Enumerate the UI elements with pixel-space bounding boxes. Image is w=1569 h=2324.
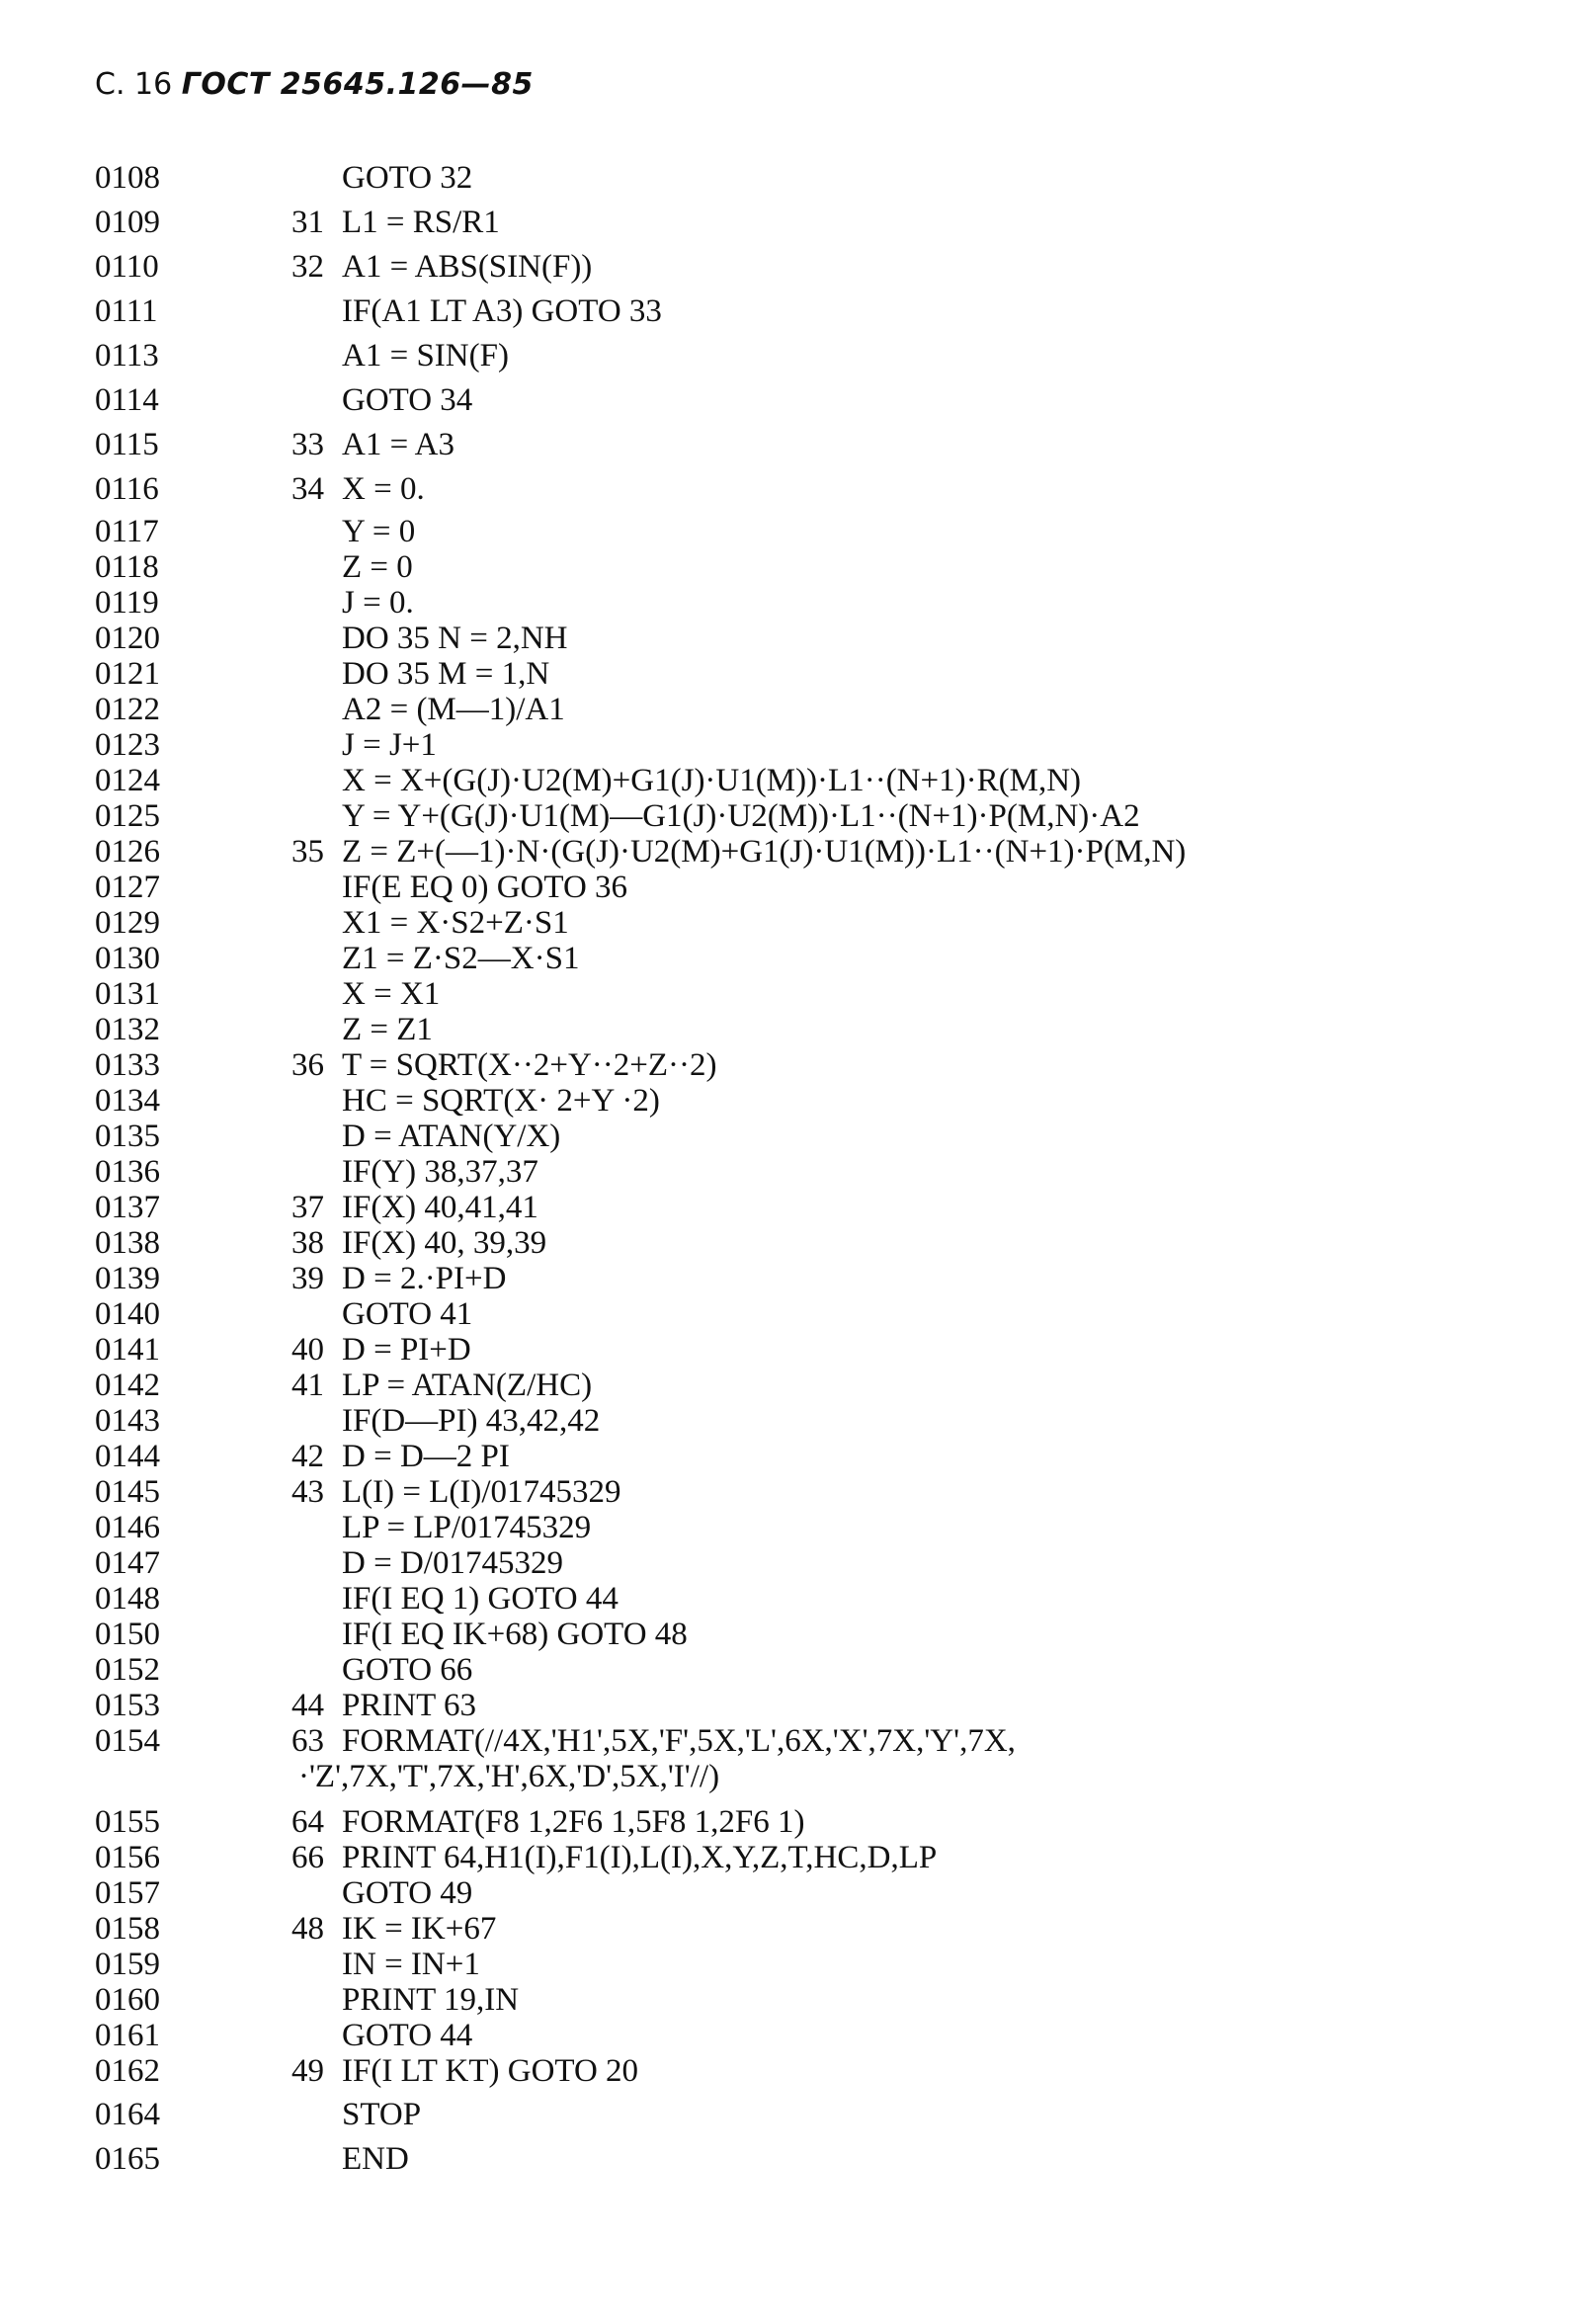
- statement-code: PRINT 64,H1(I),F1(I),L(I),X,Y,Z,T,HC,D,LP: [342, 1840, 938, 1875]
- line-number: 0131: [95, 976, 160, 1012]
- code-line: [0, 249, 1569, 285]
- code-line: [0, 1083, 1569, 1119]
- statement-label: 40: [291, 1332, 324, 1368]
- line-number: 0141: [95, 1332, 160, 1368]
- line-number: 0117: [95, 514, 159, 549]
- statement-code: LP = LP/01745329: [342, 1510, 592, 1545]
- code-line: [0, 293, 1569, 329]
- line-number: 0116: [95, 471, 159, 507]
- statement-label: 37: [291, 1190, 324, 1225]
- statement-code: IF(I EQ 1) GOTO 44: [342, 1581, 619, 1617]
- statement-code: GOTO 32: [342, 160, 473, 196]
- statement-code: A2 = (M—1)/A1: [342, 692, 565, 727]
- code-line: [0, 2018, 1569, 2053]
- line-number: 0160: [95, 1982, 160, 2018]
- line-number: 0109: [95, 205, 160, 240]
- statement-code: IF(X) 40, 39,39: [342, 1225, 547, 1261]
- statement-label: 35: [291, 834, 324, 870]
- line-number: 0110: [95, 249, 159, 285]
- line-number: 0165: [95, 2141, 160, 2177]
- code-line: [0, 160, 1569, 196]
- line-number: 0111: [95, 293, 158, 329]
- code-line: [0, 621, 1569, 656]
- code-line: [0, 2053, 1569, 2089]
- statement-code: GOTO 34: [342, 382, 473, 418]
- code-line: [0, 2141, 1569, 2177]
- statement-code: GOTO 66: [342, 1652, 473, 1688]
- line-number: 0162: [95, 2053, 160, 2089]
- code-line: [0, 976, 1569, 1012]
- statement-code: D = PI+D: [342, 1332, 471, 1368]
- code-line: [0, 656, 1569, 692]
- code-line: [0, 427, 1569, 462]
- line-number: 0143: [95, 1403, 160, 1439]
- statement-code: Y = 0: [342, 514, 416, 549]
- statement-code: D = D—2 PI: [342, 1439, 510, 1474]
- statement-code: PRINT 63: [342, 1688, 476, 1723]
- line-number: 0144: [95, 1439, 160, 1474]
- line-number: 0156: [95, 1840, 160, 1875]
- code-line: [0, 1190, 1569, 1225]
- code-line: [0, 1439, 1569, 1474]
- line-number: 0123: [95, 727, 160, 763]
- statement-code: IF(I LT KT) GOTO 20: [342, 2053, 639, 2089]
- line-number: 0137: [95, 1190, 160, 1225]
- statement-label: 43: [291, 1474, 324, 1510]
- document-title: ГОСТ 25645.126—85: [181, 67, 534, 102]
- code-line: [0, 1474, 1569, 1510]
- statement-label: 33: [291, 427, 324, 462]
- statement-code: FORMAT(F8 1,2F6 1,5F8 1,2F6 1): [342, 1804, 805, 1840]
- statement-code: X = X+(G(J)·U2(M)+G1(J)·U1(M))·L1··(N+1)·R(M,N): [342, 763, 1082, 798]
- statement-code: IK = IK+67: [342, 1911, 497, 1947]
- line-number: 0129: [95, 905, 160, 941]
- statement-code: A1 = A3: [342, 427, 454, 462]
- code-line: [0, 471, 1569, 507]
- code-line: [0, 1688, 1569, 1723]
- statement-label: 64: [291, 1804, 324, 1840]
- statement-code: J = J+1: [342, 727, 437, 763]
- statement-code: IF(X) 40,41,41: [342, 1190, 538, 1225]
- statement-code: Z = 0: [342, 549, 413, 585]
- statement-code: X = X1: [342, 976, 441, 1012]
- statement-code: D = 2.·PI+D: [342, 1261, 507, 1296]
- statement-code: Z = Z1: [342, 1012, 433, 1047]
- line-number: 0108: [95, 160, 160, 196]
- code-line: [0, 585, 1569, 621]
- statement-code: PRINT 19,IN: [342, 1982, 520, 2018]
- code-line: [0, 1911, 1569, 1947]
- statement-code: D = D/01745329: [342, 1545, 563, 1581]
- line-number: 0136: [95, 1154, 160, 1190]
- statement-code: L1 = RS/R1: [342, 205, 500, 240]
- line-number: 0113: [95, 338, 159, 374]
- statement-code: Z1 = Z·S2—X·S1: [342, 941, 580, 976]
- line-number: 0140: [95, 1296, 160, 1332]
- statement-label: 48: [291, 1911, 324, 1947]
- line-number: 0126: [95, 834, 160, 870]
- statement-label: 44: [291, 1688, 324, 1723]
- line-number: 0127: [95, 870, 160, 905]
- statement-code: A1 = ABS(SIN(F)): [342, 249, 593, 285]
- line-number: 0114: [95, 382, 159, 418]
- line-number: 0153: [95, 1688, 160, 1723]
- statement-code: GOTO 49: [342, 1875, 473, 1911]
- code-line: [0, 798, 1569, 834]
- statement-code: J = 0.: [342, 585, 414, 621]
- code-line: [0, 1296, 1569, 1332]
- line-number: 0150: [95, 1617, 160, 1652]
- statement-code: IF(A1 LT A3) GOTO 33: [342, 293, 662, 329]
- code-line: [0, 382, 1569, 418]
- line-number: 0159: [95, 1947, 160, 1982]
- statement-code: Y = Y+(G(J)·U1(M)—G1(J)·U2(M))·L1··(N+1)·P(M,N)·A2: [342, 798, 1140, 834]
- statement-label: 31: [291, 205, 324, 240]
- code-line: [0, 1261, 1569, 1296]
- line-number: 0146: [95, 1510, 160, 1545]
- code-line: [0, 1723, 1569, 1759]
- statement-label: 66: [291, 1840, 324, 1875]
- code-line: [0, 692, 1569, 727]
- statement-label: 49: [291, 2053, 324, 2089]
- line-number: 0164: [95, 2097, 160, 2132]
- code-line: [0, 1545, 1569, 1581]
- line-number: 0154: [95, 1723, 160, 1759]
- statement-label: 36: [291, 1047, 324, 1083]
- code-line: [0, 941, 1569, 976]
- statement-code: ·'Z',7X,'T',7X,'H',6X,'D',5X,'I'//): [298, 1759, 720, 1794]
- line-number: 0139: [95, 1261, 160, 1296]
- statement-code: T = SQRT(X··2+Y··2+Z··2): [342, 1047, 717, 1083]
- line-number: 0147: [95, 1545, 160, 1581]
- statement-label: 42: [291, 1439, 324, 1474]
- code-line: [0, 1225, 1569, 1261]
- code-line: [0, 1875, 1569, 1911]
- statement-code: IN = IN+1: [342, 1947, 480, 1982]
- statement-code: DO 35 N = 2,NH: [342, 621, 568, 656]
- code-line: [0, 870, 1569, 905]
- line-number: 0119: [95, 585, 159, 621]
- line-number: 0133: [95, 1047, 160, 1083]
- statement-code: Z = Z+(—1)·N·(G(J)·U2(M)+G1(J)·U1(M))·L1··(N+1)·P(M,N): [342, 834, 1187, 870]
- code-line: [0, 1947, 1569, 1982]
- statement-label: 63: [291, 1723, 324, 1759]
- line-number: 0135: [95, 1119, 160, 1154]
- statement-code: IF(D—PI) 43,42,42: [342, 1403, 601, 1439]
- line-number: 0145: [95, 1474, 160, 1510]
- statement-code: D = ATAN(Y/X): [342, 1119, 561, 1154]
- code-line: [0, 1332, 1569, 1368]
- code-line: [0, 763, 1569, 798]
- statement-code: X = 0.: [342, 471, 425, 507]
- statement-code: END: [342, 2141, 409, 2177]
- line-number: 0115: [95, 427, 159, 462]
- page-number: С. 16: [95, 67, 173, 102]
- line-number: 0142: [95, 1368, 160, 1403]
- code-line: [0, 1581, 1569, 1617]
- code-line: [0, 549, 1569, 585]
- code-line: [0, 1368, 1569, 1403]
- line-number: 0134: [95, 1083, 160, 1119]
- statement-label: 41: [291, 1368, 324, 1403]
- line-number: 0158: [95, 1911, 160, 1947]
- code-line: [0, 1804, 1569, 1840]
- line-number: 0122: [95, 692, 160, 727]
- statement-code: X1 = X·S2+Z·S1: [342, 905, 569, 941]
- line-number: 0125: [95, 798, 160, 834]
- code-line: [0, 1403, 1569, 1439]
- line-number: 0120: [95, 621, 160, 656]
- statement-code: GOTO 41: [342, 1296, 473, 1332]
- code-line: [0, 2097, 1569, 2132]
- code-line: [0, 1652, 1569, 1688]
- line-number: 0138: [95, 1225, 160, 1261]
- line-number: 0152: [95, 1652, 160, 1688]
- statement-code: IF(I EQ IK+68) GOTO 48: [342, 1617, 688, 1652]
- statement-code: A1 = SIN(F): [342, 338, 509, 374]
- statement-label: 34: [291, 471, 324, 507]
- code-line: [0, 834, 1569, 870]
- code-line: [0, 338, 1569, 374]
- line-number: 0121: [95, 656, 160, 692]
- line-number: 0132: [95, 1012, 160, 1047]
- code-line: [0, 1154, 1569, 1190]
- statement-label: 39: [291, 1261, 324, 1296]
- line-number: 0161: [95, 2018, 160, 2053]
- statement-code: DO 35 M = 1,N: [342, 656, 550, 692]
- statement-code: HC = SQRT(X· 2+Y ·2): [342, 1083, 660, 1119]
- code-line: [0, 905, 1569, 941]
- statement-label: 38: [291, 1225, 324, 1261]
- code-line: [0, 1047, 1569, 1083]
- statement-code: IF(Y) 38,37,37: [342, 1154, 538, 1190]
- code-line: [0, 1759, 1569, 1794]
- statement-code: L(I) = L(I)/01745329: [342, 1474, 621, 1510]
- line-number: 0157: [95, 1875, 160, 1911]
- line-number: 0148: [95, 1581, 160, 1617]
- code-line: [0, 205, 1569, 240]
- code-line: [0, 1982, 1569, 2018]
- code-line: [0, 1840, 1569, 1875]
- code-line: [0, 514, 1569, 549]
- line-number: 0118: [95, 549, 159, 585]
- statement-code: IF(E EQ 0) GOTO 36: [342, 870, 628, 905]
- statement-code: FORMAT(//4X,'H1',5X,'F',5X,'L',6X,'X',7X,'Y',7X,: [342, 1723, 1016, 1759]
- code-line: [0, 1617, 1569, 1652]
- line-number: 0124: [95, 763, 160, 798]
- statement-code: LP = ATAN(Z/HC): [342, 1368, 593, 1403]
- statement-code: STOP: [342, 2097, 422, 2132]
- code-line: [0, 1119, 1569, 1154]
- statement-code: GOTO 44: [342, 2018, 473, 2053]
- line-number: 0155: [95, 1804, 160, 1840]
- line-number: 0130: [95, 941, 160, 976]
- code-line: [0, 1510, 1569, 1545]
- code-line: [0, 727, 1569, 763]
- code-line: [0, 1012, 1569, 1047]
- statement-label: 32: [291, 249, 324, 285]
